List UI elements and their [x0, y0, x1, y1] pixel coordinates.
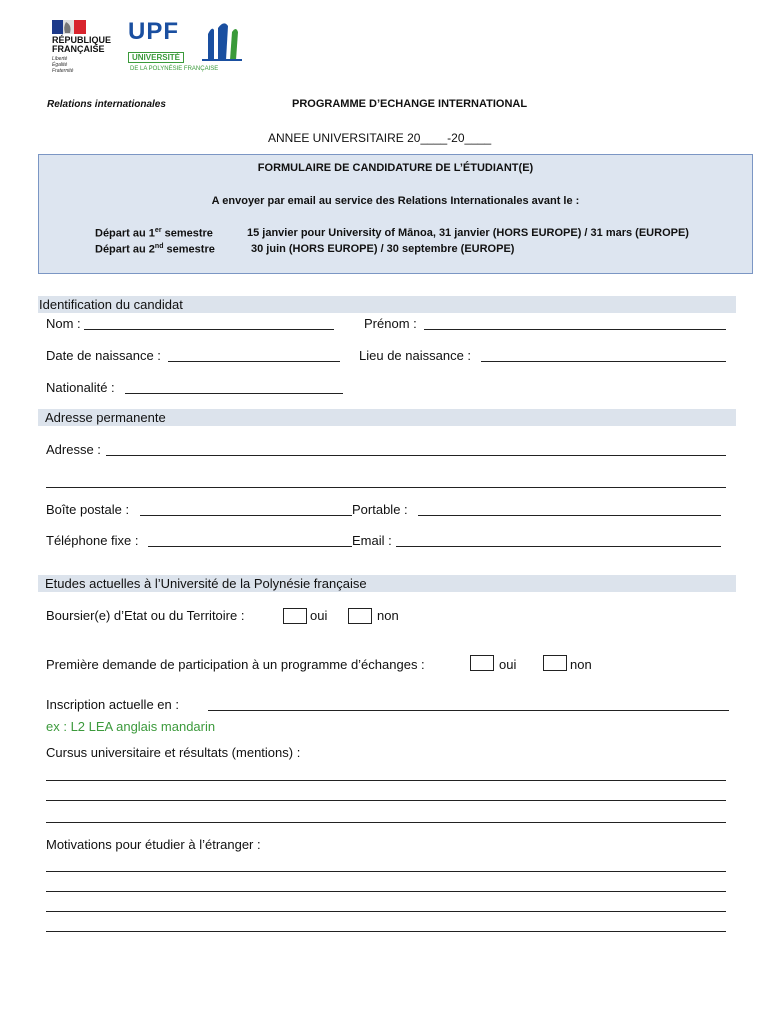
boite-postale-label: Boîte postale :: [46, 502, 130, 517]
marianne-icon: [52, 20, 86, 34]
email-field[interactable]: [396, 546, 721, 547]
cursus-field-3[interactable]: [46, 822, 726, 823]
telephone-label: Téléphone fixe :: [46, 533, 139, 548]
service-label: Relations internationales: [47, 99, 166, 110]
programme-title: PROGRAMME D’ECHANGE INTERNATIONAL: [292, 98, 528, 110]
section-identification-title: Identification du candidat: [39, 297, 183, 312]
semestre2-dates: 30 juin (HORS EUROPE) / 30 septembre (EUROPE): [251, 243, 515, 255]
adresse-field-2[interactable]: [46, 487, 726, 488]
motivations-field-3[interactable]: [46, 911, 726, 912]
semestre1-label: Départ au 1er semestre: [95, 227, 213, 240]
upf-main-text: UPF: [128, 18, 179, 45]
nom-field[interactable]: [84, 329, 334, 330]
semestre1-dates: 15 janvier pour University of Mānoa, 31 janvier (HORS EUROPE) / 31 mars (EUROPE): [247, 227, 689, 239]
section-etudes: [38, 575, 736, 592]
prenom-label: Prénom :: [364, 316, 417, 331]
boite-postale-field[interactable]: [140, 515, 352, 516]
inscription-field[interactable]: [208, 710, 729, 711]
motivations-field-4[interactable]: [46, 931, 726, 932]
nom-label: Nom :: [46, 316, 81, 331]
portable-field[interactable]: [418, 515, 721, 516]
republique-francaise-logo: [52, 20, 118, 76]
egalite-text: Égalité: [52, 62, 68, 68]
adresse-field-1[interactable]: [106, 455, 726, 456]
boursier-non-checkbox[interactable]: [348, 608, 372, 624]
section-adresse-title: Adresse permanente: [45, 410, 166, 425]
francaise-text: FRANÇAISE: [52, 44, 105, 54]
premiere-demande-label: Première demande de participation à un programme d’échanges :: [46, 657, 425, 672]
upf-tag-text: DE LA POLYNÉSIE FRANÇAISE: [130, 66, 219, 72]
annee-universitaire: ANNEE UNIVERSITAIRE 20____-20____: [268, 131, 492, 145]
motivations-field-2[interactable]: [46, 891, 726, 892]
portable-label: Portable :: [352, 502, 408, 517]
form-subtitle: A envoyer par email au service des Relations Internationales avant le :: [211, 195, 580, 207]
boursier-oui-checkbox[interactable]: [283, 608, 307, 624]
info-box: [38, 154, 753, 274]
form-title: FORMULAIRE DE CANDIDATURE DE L’ÉTUDIANT(E): [257, 162, 534, 174]
cursus-field-1[interactable]: [46, 780, 726, 781]
fraternite-text: Fraternité: [52, 68, 74, 74]
premiere-demande-non-checkbox[interactable]: [543, 655, 567, 671]
date-naissance-field[interactable]: [168, 361, 340, 362]
cursus-label: Cursus universitaire et résultats (mentions) :: [46, 745, 301, 760]
section-identification: [38, 296, 736, 313]
republique-text: RÉPUBLIQUE: [52, 35, 112, 45]
prenom-field[interactable]: [424, 329, 726, 330]
motivations-label: Motivations pour étudier à l’étranger :: [46, 837, 261, 852]
upf-sub-text: UNIVERSITÉ: [128, 52, 184, 63]
boursier-oui-label: oui: [310, 608, 328, 623]
premiere-demande-non-label: non: [570, 657, 592, 672]
semestre2-label: Départ au 2nd semestre: [95, 243, 215, 256]
section-adresse: [38, 409, 736, 426]
canoe-sail-icon: [202, 22, 242, 62]
liberte-text: Liberté: [52, 56, 68, 62]
cursus-field-2[interactable]: [46, 800, 726, 801]
inscription-example: ex : L2 LEA anglais mandarin: [46, 719, 216, 734]
telephone-field[interactable]: [148, 546, 352, 547]
adresse-label: Adresse :: [46, 442, 101, 457]
email-label: Email :: [352, 533, 392, 548]
boursier-label: Boursier(e) d’Etat ou du Territoire :: [46, 608, 245, 623]
boursier-non-label: non: [377, 608, 399, 623]
inscription-label: Inscription actuelle en :: [46, 697, 179, 712]
date-naissance-label: Date de naissance :: [46, 348, 161, 363]
premiere-demande-oui-checkbox[interactable]: [470, 655, 494, 671]
nationalite-field[interactable]: [125, 393, 343, 394]
nationalite-label: Nationalité :: [46, 380, 115, 395]
upf-logo: [128, 18, 248, 76]
section-etudes-title: Etudes actuelles à l’Université de la Polynésie française: [45, 576, 367, 591]
lieu-naissance-label: Lieu de naissance :: [359, 348, 472, 363]
premiere-demande-oui-label: oui: [499, 657, 517, 672]
motivations-field-1[interactable]: [46, 871, 726, 872]
lieu-naissance-field[interactable]: [481, 361, 726, 362]
